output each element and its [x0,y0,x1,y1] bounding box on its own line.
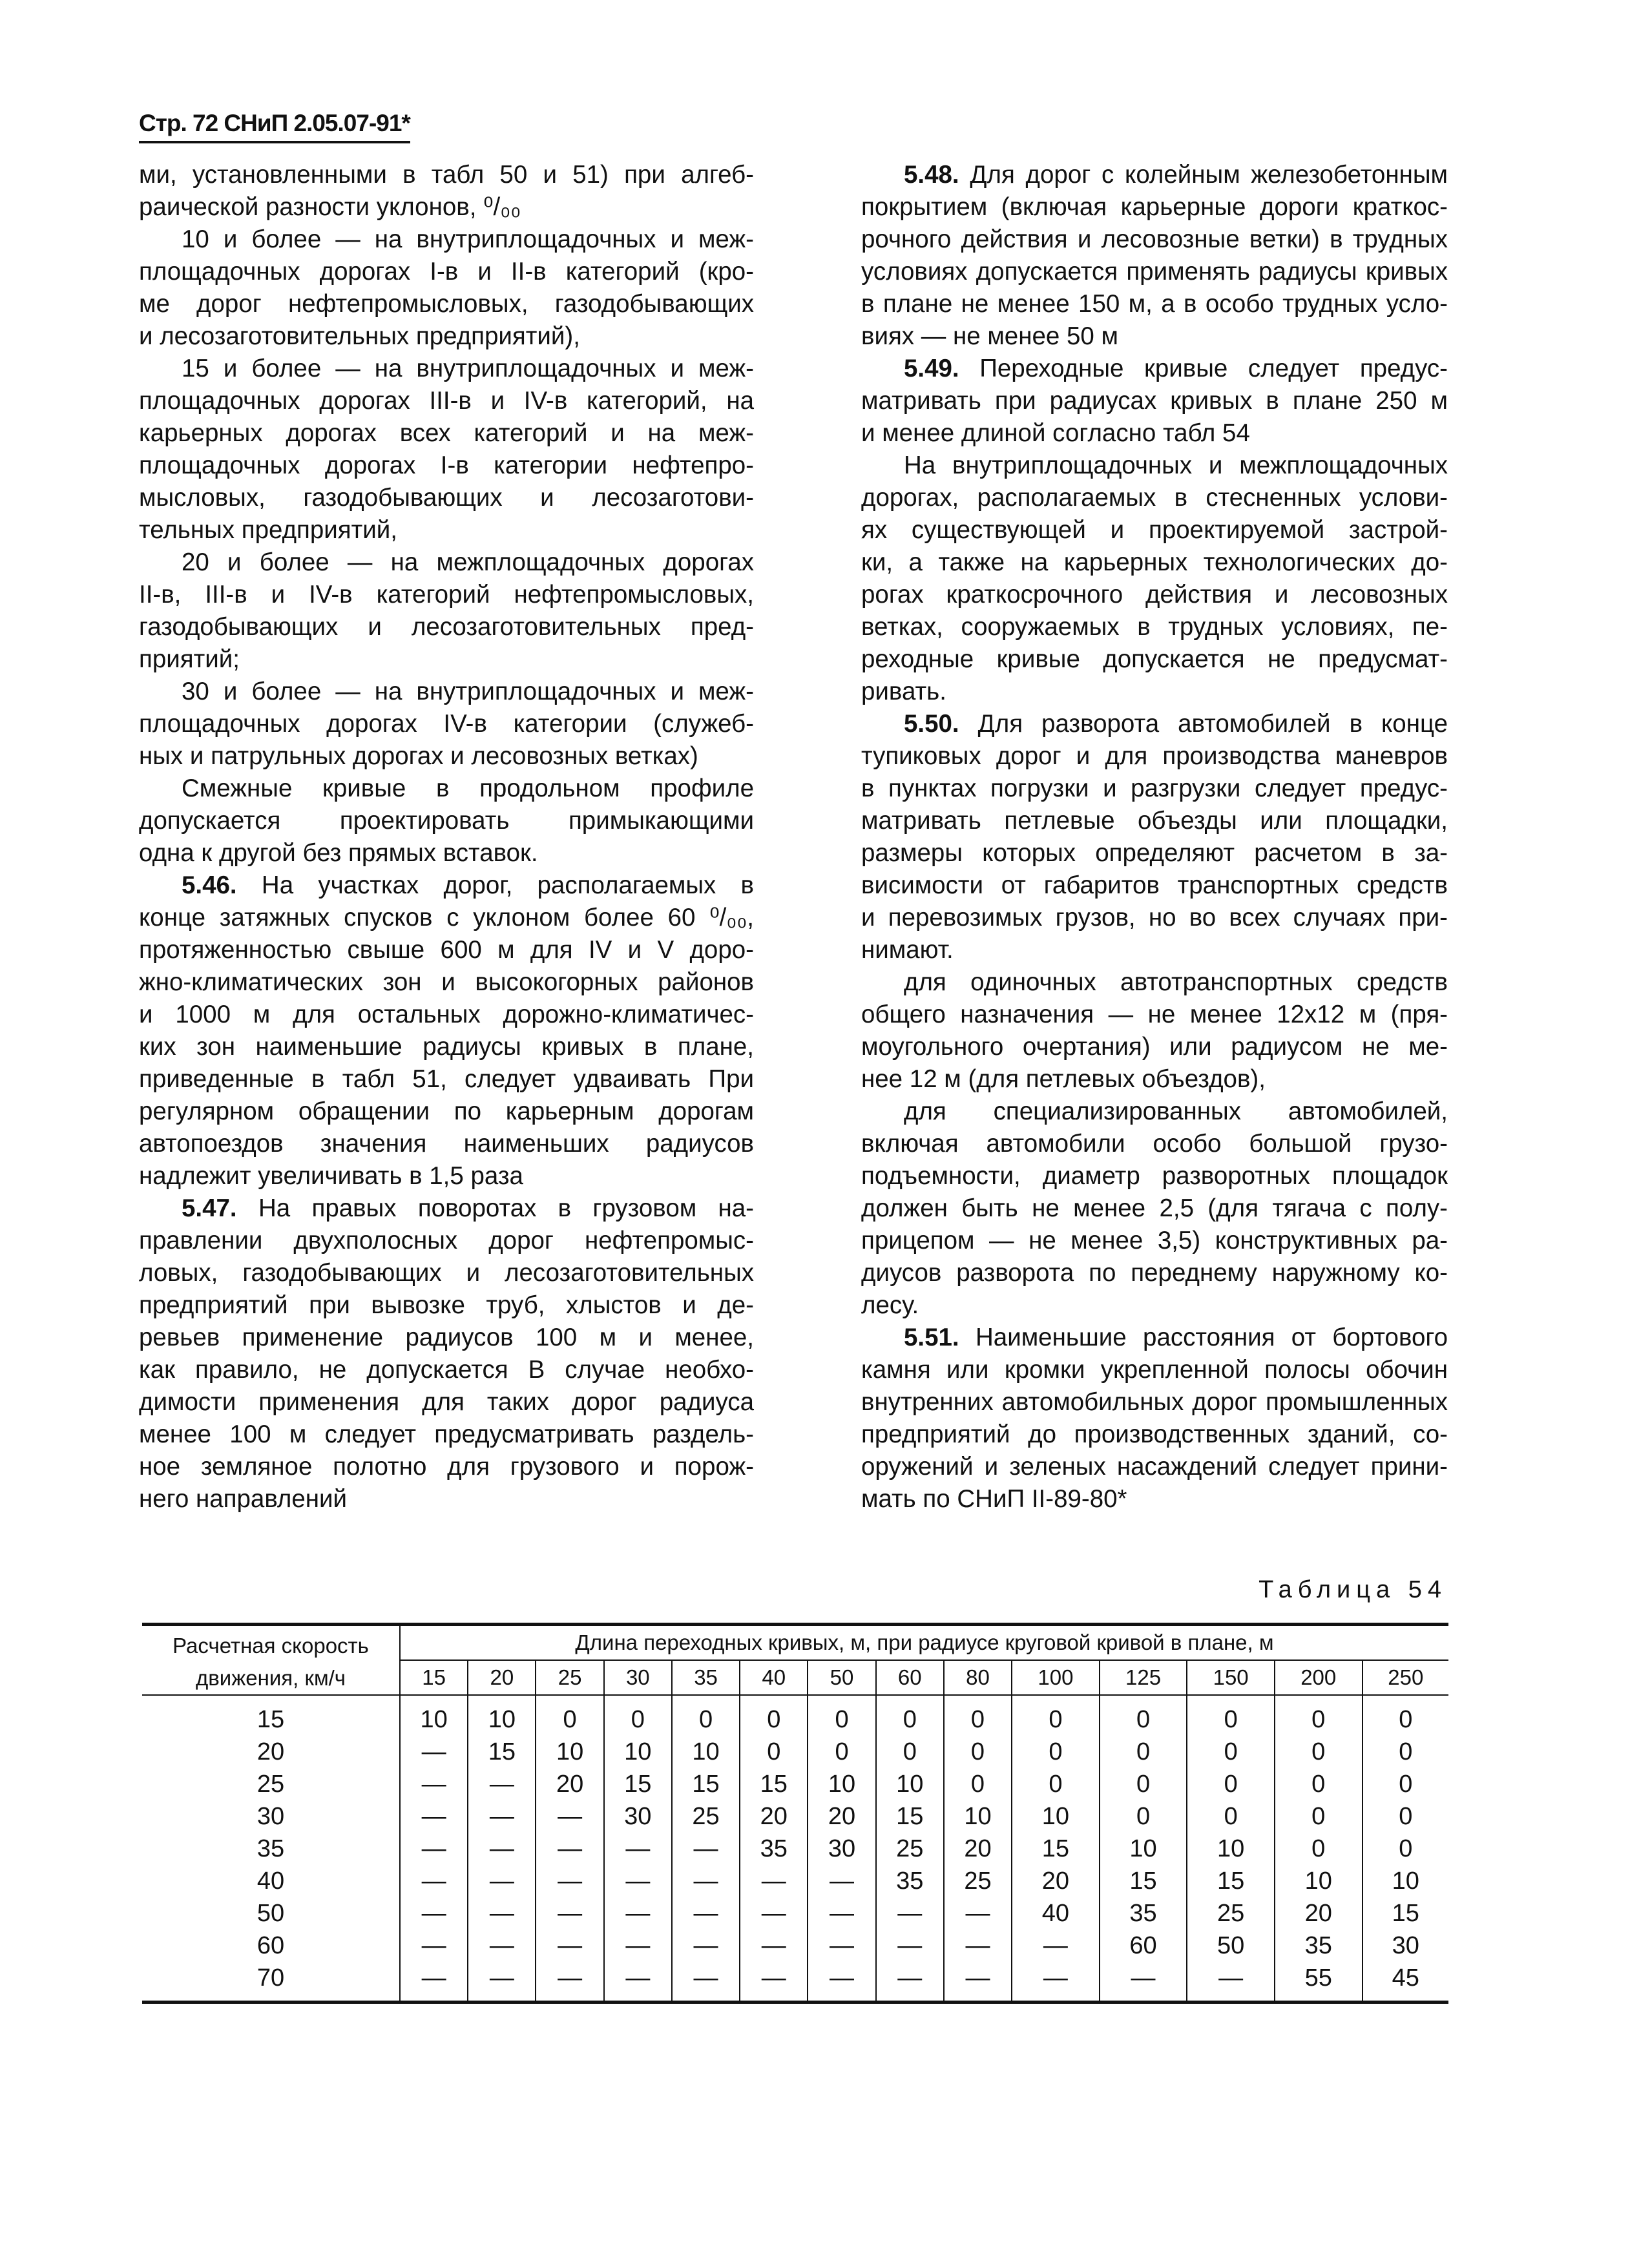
text-line: ловых, газодобывающих и лесозаготовительных [139,1259,754,1287]
length-cell: 0 [944,1768,1012,1800]
length-cell: 0 [876,1695,944,1736]
text-line: нее 12 м (для петлевых объездов), [861,1065,1266,1093]
text-line: матривать петлевые объезды или площадки, [861,807,1448,835]
text-line: II-в, III-в и IV-в категорий нефтепромысловых, [139,581,754,609]
length-cell: — [1187,1962,1275,2003]
length-cell: 15 [1100,1865,1187,1897]
text-line: приведенные в табл 51, следует удваивать При [139,1065,754,1093]
text-line: димости применения для таких дорог радиуса [139,1388,754,1416]
length-cell: — [468,1962,536,2003]
length-cell: — [468,1833,536,1865]
radius-header: 15 [400,1660,468,1695]
text-line: лесу. [861,1291,919,1319]
text-line: 10 и более — на внутриплощадочных и меж- [182,225,754,253]
speed-cell: 15 [142,1695,400,1736]
length-cell: 35 [1100,1897,1187,1930]
table-row [142,1930,1448,1962]
clause-paragraph [861,353,1448,450]
length-cell: — [400,1833,468,1865]
length-cell: — [468,1897,536,1930]
text-line: должен быть не менее 2,5 (для тягача с полу- [861,1194,1448,1222]
length-cell: — [1012,1962,1100,2003]
table-54 [142,1623,1448,2004]
length-cell: 20 [808,1800,875,1833]
text-line: в плане не менее 150 м, а в особо трудных усло- [861,290,1448,318]
length-cell: — [808,1897,875,1930]
length-cell: 35 [876,1865,944,1897]
text-line: На внутриплощадочных и межплощадочных [904,452,1448,479]
text-line: оружений и зеленых насаждений следует прини- [861,1453,1448,1481]
length-cell: 15 [876,1800,944,1833]
clause-number: 5.47. [182,1194,237,1222]
length-cell: 0 [1012,1768,1100,1800]
length-cell: 0 [1363,1736,1448,1768]
text-line-content: Переходные кривые следует предус- [979,355,1448,382]
length-cell: 10 [1275,1865,1363,1897]
text-line: ревьев применение радиусов 100 м и менее, [139,1324,754,1351]
length-cell: — [876,1897,944,1930]
table-row [142,1695,1448,1736]
length-cell: 0 [1187,1695,1275,1736]
length-cell: 15 [1363,1897,1448,1930]
length-cell: 35 [1275,1930,1363,1962]
text-line: ки, а также на карьерных технологических до- [861,548,1448,576]
length-cell: — [604,1897,672,1930]
radius-header: 30 [604,1660,672,1695]
text-line: жно-климатических зон и высокогорных районов [139,968,754,996]
text-line: предприятий до производственных зданий, со- [861,1420,1448,1448]
radius-header: 200 [1275,1660,1363,1695]
radius-header: 80 [944,1660,1012,1695]
text-line: площадочных дорогах III-в и IV-в категорий, на [139,387,754,415]
length-cell: 0 [1100,1736,1187,1768]
text-line: размеры которых определяют расчетом в за- [861,839,1448,867]
text-line: менее 100 м следует предусматривать раздель- [139,1420,754,1448]
text-line: ное земляное полотно для грузового и порож- [139,1453,754,1481]
text-line: внутренних автомобильных дорог промышленных [861,1388,1448,1416]
length-cell: — [400,1930,468,1962]
text-line: 15 и более — на внутриплощадочных и меж- [182,355,754,382]
length-cell: 0 [1275,1800,1363,1833]
page-header: Стр. 72 СНиП 2.05.07-91* [139,110,410,143]
text-line [861,159,1448,191]
length-cell: — [604,1865,672,1897]
radius-header: 125 [1100,1660,1187,1695]
text-line: дорогах, располагаемых в стесненных услови- [861,484,1448,512]
length-cell: 20 [1275,1897,1363,1930]
length-cell: 55 [1275,1962,1363,2003]
length-cell: 0 [808,1736,875,1768]
radius-header: 20 [468,1660,536,1695]
length-cell: 0 [1100,1695,1187,1736]
text-line [861,708,1448,740]
clause-number: 5.50. [904,710,959,738]
length-cell: 0 [808,1695,875,1736]
length-group-header: Длина переходных кривых, м, при радиусе круговой кривой в плане, м [400,1625,1448,1661]
paragraph [139,773,754,869]
right-text-column [861,159,1448,1515]
length-cell: 0 [1275,1833,1363,1865]
speed-cell: 70 [142,1962,400,2003]
length-cell: 0 [604,1695,672,1736]
text-line: реходные кривые допускается не предусмат- [861,645,1448,673]
text-line: условиях допускается применять радиусы кривых [861,258,1448,286]
clause-paragraph [139,1192,754,1515]
speed-cell: 60 [142,1930,400,1962]
text-line: надлежит увеличивать в 1,5 раза [139,1162,523,1190]
table-row [142,1800,1448,1833]
length-cell: 15 [672,1768,740,1800]
length-cell: 20 [1012,1865,1100,1897]
text-line: конце затяжных спусков с уклоном более 60 ⁰/₀₀, [139,904,754,931]
text-line: в пунктах погрузки и разгрузки следует предус- [861,775,1448,802]
length-cell: — [400,1865,468,1897]
length-cell: — [672,1930,740,1962]
length-cell: — [400,1800,468,1833]
clause-paragraph [861,1322,1448,1515]
length-cell: 15 [740,1768,808,1800]
text-line: и 1000 м для остальных дорожно-климатичес- [139,1001,754,1028]
text-line: рочного действия и лесовозные ветки) в трудных [861,225,1448,253]
length-cell: — [672,1897,740,1930]
length-cell: — [536,1865,603,1897]
text-line: и менее длиной согласно табл 54 [861,419,1250,447]
length-cell: — [604,1930,672,1962]
length-cell: 0 [1275,1736,1363,1768]
length-cell: 10 [944,1800,1012,1833]
length-cell: — [468,1800,536,1833]
text-line: тупиковых дорог и для производства маневров [861,742,1448,770]
length-cell: — [944,1930,1012,1962]
text-line-content: На правых поворотах в грузовом на- [258,1194,755,1222]
length-cell: — [604,1962,672,2003]
length-cell: 30 [1363,1930,1448,1962]
length-cell: 0 [944,1736,1012,1768]
length-cell: 10 [400,1695,468,1736]
radius-header: 250 [1363,1660,1448,1695]
length-cell: — [808,1962,875,2003]
text-line: диусов разворота по переднему наружному ко- [861,1259,1448,1287]
length-cell: — [1100,1962,1187,2003]
clause-paragraph [139,869,754,1192]
text-line: него направлений [139,1485,348,1513]
length-cell: 0 [1363,1800,1448,1833]
radius-header: 50 [808,1660,875,1695]
length-cell: — [672,1962,740,2003]
text-line: 20 и более — на межплощадочных дорогах [182,548,754,576]
length-cell: 10 [1363,1865,1448,1897]
length-cell: 10 [536,1736,603,1768]
length-cell: — [468,1768,536,1800]
length-cell: 45 [1363,1962,1448,2003]
speed-cell: 40 [142,1865,400,1897]
length-cell: — [400,1736,468,1768]
length-cell: 0 [1187,1736,1275,1768]
text-line: камня или кромки укрепленной полосы обочин [861,1356,1448,1384]
text-line: ми, установленными в табл 50 и 51) при алгеб- [139,161,754,189]
text-line: площадочных дорогах I-в и II-в категорий (кро- [139,258,754,286]
paragraph [139,546,754,676]
length-cell: 25 [944,1865,1012,1897]
length-cell: — [536,1800,603,1833]
length-cell: 50 [1187,1930,1275,1962]
length-cell: 0 [876,1736,944,1768]
length-cell: 0 [1275,1695,1363,1736]
clause-number: 5.51. [904,1324,959,1351]
paragraph [139,224,754,353]
text-line: ветках, сооружаемых в трудных условиях, пе- [861,613,1448,641]
speed-cell: 30 [142,1800,400,1833]
table-row [142,1897,1448,1930]
clause-number: 5.49. [904,355,959,382]
radius-header: 60 [876,1660,944,1695]
length-cell: 40 [1012,1897,1100,1930]
length-cell: — [536,1962,603,2003]
length-cell: — [400,1768,468,1800]
text-line: рогах краткосрочного действия и лесовозных [861,581,1448,609]
text-line: для специализированных автомобилей, [904,1098,1448,1125]
length-cell: — [400,1962,468,2003]
clause-number: 5.46. [182,871,237,899]
text-line: 30 и более — на внутриплощадочных и меж- [182,678,754,705]
text-line: виях — не менее 50 м [861,322,1118,350]
text-line: нимают. [861,936,954,964]
text-line [861,353,1448,385]
text-line [139,1192,754,1225]
length-cell: — [536,1833,603,1865]
clause-paragraph [861,708,1448,966]
length-cell: 10 [1187,1833,1275,1865]
length-cell: — [604,1833,672,1865]
length-cell: — [740,1930,808,1962]
speed-cell: 20 [142,1736,400,1768]
radius-header: 150 [1187,1660,1275,1695]
length-cell: — [808,1865,875,1897]
length-cell: 0 [1363,1833,1448,1865]
text-line: включая автомобили особо большой грузо- [861,1130,1448,1158]
text-line: ме дорог нефтепромысловых, газодобывающих [139,290,754,318]
paragraph [861,1096,1448,1322]
length-cell: 20 [740,1800,808,1833]
length-cell: — [876,1962,944,2003]
length-cell: 15 [1012,1833,1100,1865]
length-cell: 10 [1100,1833,1187,1865]
length-cell: 30 [808,1833,875,1865]
table-row [142,1736,1448,1768]
text-line: ривать. [861,678,946,705]
length-cell: 0 [536,1695,603,1736]
length-cell: 0 [1363,1695,1448,1736]
text-line: раической разности уклонов, ⁰/₀₀ [139,193,521,221]
length-cell: 0 [1100,1768,1187,1800]
text-line: как правило, не допускается В случае необхо- [139,1356,754,1384]
length-cell: 15 [1187,1865,1275,1897]
text-line: допускается проектировать примыкающими [139,807,754,835]
length-cell: 20 [944,1833,1012,1865]
length-cell: 0 [1012,1736,1100,1768]
length-cell: — [876,1930,944,1962]
text-line: регулярном обращении по карьерным дорогам [139,1098,754,1125]
text-line: матривать при радиусах кривых в плане 250 м [861,387,1448,415]
paragraph [139,676,754,773]
text-line: газодобывающих и лесозаготовительных пред- [139,613,754,641]
speed-cell: 35 [142,1833,400,1865]
text-line: и лесозаготовительных предприятий), [139,322,580,350]
radius-header: 40 [740,1660,808,1695]
text-line: приятий; [139,645,240,673]
table-row [142,1833,1448,1865]
text-line: протяженностью свыше 600 м для IV и V доро- [139,936,754,964]
length-cell: 35 [740,1833,808,1865]
length-cell: 0 [1187,1768,1275,1800]
text-line: мысловых, газодобывающих и лесозаготови- [139,484,754,512]
text-line: для одиночных автотранспортных средств [904,968,1448,996]
length-cell: — [740,1865,808,1897]
text-line: автопоездов значения наименьших радиусов [139,1130,754,1158]
length-cell: 15 [604,1768,672,1800]
text-line: предприятий при вывозке труб, хлыстов и де- [139,1291,754,1319]
length-cell: 0 [1012,1695,1100,1736]
radius-header: 100 [1012,1660,1100,1695]
paragraph [139,159,754,224]
speed-column-header: Расчетная скорость движения, км/ч [142,1625,400,1696]
length-cell: — [740,1962,808,2003]
paragraph [139,353,754,546]
text-line: правлении двухполосных дорог нефтепромыс- [139,1227,754,1254]
text-line: Смежные кривые в продольном профиле [182,775,754,802]
length-cell: — [468,1865,536,1897]
text-line-content: Наименьшие расстояния от бортового [975,1324,1448,1351]
text-line: моугольного очертания) или радиусом не ме- [861,1033,1448,1061]
length-cell: — [536,1897,603,1930]
length-cell: 10 [1012,1800,1100,1833]
length-cell: 60 [1100,1930,1187,1962]
text-line-content: Для дорог с колейным железобетонным [970,161,1448,189]
text-line [861,1322,1448,1354]
length-cell: — [672,1865,740,1897]
length-cell: 0 [944,1695,1012,1736]
length-cell: 10 [604,1736,672,1768]
length-cell: 0 [1275,1768,1363,1800]
length-cell: 20 [536,1768,603,1800]
text-line [139,869,754,902]
table-caption: Таблица 54 [1258,1576,1447,1603]
radius-header: 25 [536,1660,603,1695]
length-cell: 0 [1100,1800,1187,1833]
table-row [142,1865,1448,1897]
length-cell: 0 [740,1695,808,1736]
length-cell: — [1012,1930,1100,1962]
length-cell: 0 [1187,1800,1275,1833]
paragraph [861,450,1448,708]
length-cell: 25 [1187,1897,1275,1930]
text-line: прицепом — не менее 3,5) конструктивных ра- [861,1227,1448,1254]
length-cell: — [468,1930,536,1962]
text-line: подъемности, диаметр разворотных площадок [861,1162,1448,1190]
length-cell: 0 [740,1736,808,1768]
length-cell: 0 [672,1695,740,1736]
length-cell: — [536,1930,603,1962]
text-line: покрытием (включая карьерные дороги краткос- [861,193,1448,221]
text-line: ных и патрульных дорогах и лесовозных ветках) [139,742,698,770]
text-line: площадочных дорогах IV-в категории (служеб- [139,710,754,738]
text-line-content: Для разворота автомобилей в конце [977,710,1448,738]
text-line-content: На участках дорог, располагаемых в [261,871,754,899]
text-line: висимости от габаритов транспортных средств [861,871,1448,899]
left-text-column [139,159,754,1515]
length-cell: 15 [468,1736,536,1768]
table-row [142,1962,1448,2003]
text-line: площадочных дорогах I-в категории нефтепро- [139,452,754,479]
length-cell: 0 [1363,1768,1448,1800]
length-cell: — [672,1833,740,1865]
length-cell: 25 [672,1800,740,1833]
table-row [142,1768,1448,1800]
text-line: мать по СНиП II-89-80* [861,1485,1127,1513]
text-line: ях существующей и проектируемой застрой- [861,516,1448,544]
clause-number: 5.48. [904,161,959,189]
length-cell: — [944,1897,1012,1930]
length-cell: — [740,1897,808,1930]
length-cell: — [400,1897,468,1930]
clause-paragraph [861,159,1448,353]
radius-header: 35 [672,1660,740,1695]
text-line: общего назначения — не менее 12x12 м (пря- [861,1001,1448,1028]
speed-cell: 25 [142,1768,400,1800]
length-cell: 25 [876,1833,944,1865]
length-cell: 10 [808,1768,875,1800]
length-cell: 10 [468,1695,536,1736]
length-cell: 10 [672,1736,740,1768]
length-cell: — [944,1962,1012,2003]
text-line: одна к другой без прямых вставок. [139,839,538,867]
text-line: и перевозимых грузов, но во всех случаях при- [861,904,1448,931]
speed-cell: 50 [142,1897,400,1930]
text-line: ких зон наименьшие радиусы кривых в плане, [139,1033,754,1061]
text-line: карьерных дорогах всех категорий и на меж- [139,419,754,447]
paragraph [861,966,1448,1096]
text-line: тельных предприятий, [139,516,397,544]
length-cell: 10 [876,1768,944,1800]
length-cell: 30 [604,1800,672,1833]
length-cell: — [808,1930,875,1962]
